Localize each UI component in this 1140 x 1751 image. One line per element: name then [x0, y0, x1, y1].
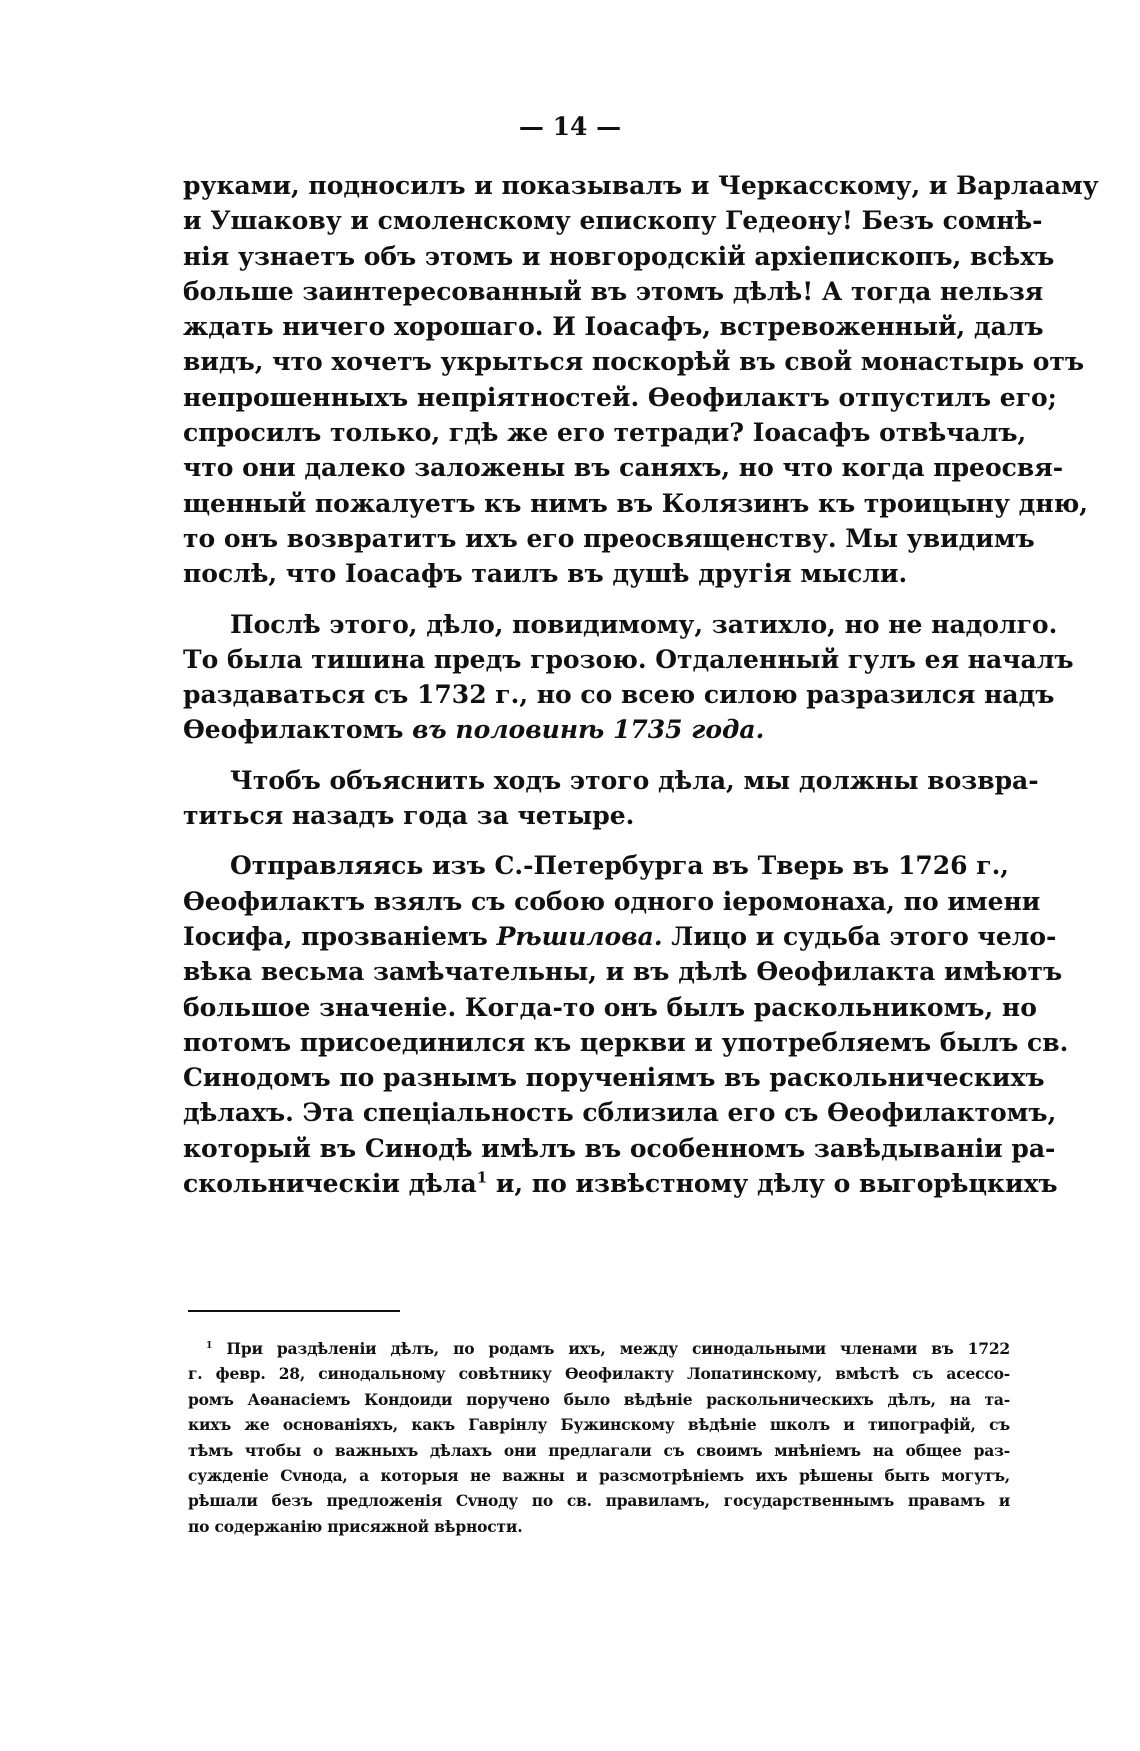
- footnote-number: 1: [206, 1339, 213, 1351]
- footnotes: [188, 1336, 1010, 1539]
- text-line: ждать ничего хорошаго. И Іоасафъ, встревоженный, далъ: [183, 312, 1044, 342]
- text-line: дѣлахъ. Эта спеціальность сблизила его съ Өеофилактомъ,: [183, 1098, 1057, 1128]
- text-line: то онъ возвратитъ ихъ его преосвященству. Мы увидимъ: [183, 523, 1035, 553]
- text-line: щенный пожалуетъ къ нимъ въ Колязинъ къ троицыну дню,: [183, 488, 1088, 518]
- text-line: нія узнаетъ объ этомъ и новгородскій архіепископъ, всѣхъ: [183, 241, 1055, 271]
- text-line: Отправляясь изъ С.-Петербурга въ Тверь въ 1726 г.,: [230, 851, 1009, 881]
- text-line: вѣка весьма замѣчательны, и въ дѣлѣ Өеофилакта имѣютъ: [183, 957, 1063, 987]
- footnote-line: тѣмъ чтобы о важныхъ дѣлахъ они предлагали съ своимъ мнѣніемъ на общее раз-: [188, 1440, 1010, 1460]
- page-number: — 14 —: [518, 112, 622, 141]
- text-span: Лицо и судьба этого чело-: [671, 921, 1057, 951]
- text-line: [183, 919, 1057, 954]
- body-text: [183, 168, 1099, 1201]
- text-line: Чтобъ объяснить ходъ этого дѣла, мы должны возвра-: [230, 765, 1039, 795]
- text-line: спросилъ только, гдѣ же его тетради? Іоасафъ отвѣчалъ,: [183, 418, 1027, 448]
- text-span: скольническіи дѣла: [183, 1169, 477, 1199]
- text-line: Послѣ этого, дѣло, повидимому, затихло, но не надолго.: [230, 609, 1058, 639]
- footnote-line: [188, 1336, 1010, 1361]
- footnote-divider: [188, 1310, 400, 1312]
- text-line: [183, 1166, 1058, 1201]
- text-line: видъ, что хочетъ укрыться поскорѣй въ свой монастырь отъ: [183, 347, 1085, 377]
- text-line: [183, 712, 1009, 747]
- footnote-line: рѣшали безъ предложенія Сvноду по св. правиламъ, государственнымъ правамъ и: [188, 1491, 1010, 1511]
- text-line: который въ Синодѣ имѣлъ въ особенномъ завѣдываніи ра-: [183, 1133, 1056, 1163]
- text-line: Синодомъ по разнымъ порученіямъ въ раскольническихъ: [183, 1063, 1045, 1093]
- footnote-marker: 1: [476, 1168, 488, 1187]
- footnote-line: по содержанію присяжной вѣрности.: [188, 1516, 523, 1536]
- text-line: раздаваться съ 1732 г., но со всею силою разразился надъ: [183, 680, 1055, 710]
- footnote-line: кихъ же основаніяхъ, какъ Гаврінлу Бужинскому вѣдѣніе школъ и типографій, съ: [188, 1415, 1010, 1435]
- text-span: Іосифа, прозваніемъ: [183, 921, 488, 951]
- text-line: больше заинтересованный въ этомъ дѣлѣ! А тогда нельзя: [183, 276, 1044, 306]
- text-line: большое значеніе. Когда-то онъ былъ раскольникомъ, но: [183, 992, 1037, 1022]
- text-span: и, по извѣстному дѣлу о выгорѣцкихъ: [495, 1169, 1058, 1199]
- text-line: титься назадъ года за четыре.: [183, 801, 635, 831]
- italic-name: Рѣшилова.: [496, 921, 663, 951]
- text-line: послѣ, что Іоасафъ таилъ въ душѣ другія мысли.: [183, 559, 908, 589]
- footnote-line: ромъ Аѳанасіемъ Кондоиди поручено было вѣдѣніе раскольническихъ дѣлъ, на та-: [188, 1389, 1010, 1409]
- footnote-line: сужденіе Сvнода, а которыя не важны и разсмотрѣніемъ ихъ рѣшены быть могутъ,: [188, 1466, 1010, 1486]
- italic-phrase: въ половинѣ 1735 года.: [412, 715, 765, 745]
- text-line: и Ушакову и смоленскому епископу Гедеону! Безъ сомнѣ-: [183, 206, 1043, 236]
- text-line: руками, подносилъ и показывалъ и Черкасскому, и Варлааму: [183, 171, 1099, 200]
- text-line: Өеофилактъ взялъ съ собою одного іеромонаха, по имени: [183, 886, 1041, 916]
- text-span: При раздѣленіи дѣлъ, по родамъ ихъ, между синодальными членами въ 1722: [226, 1339, 1010, 1358]
- text-span: Өеофилактомъ: [183, 715, 404, 745]
- text-line: То была тишина предъ грозою. Отдаленный гулъ ея началъ: [183, 644, 1074, 674]
- footnote-line: г. февр. 28, синодальному совѣтнику Өеофилакту Лопатинскому, вмѣстѣ съ асессо-: [188, 1364, 1010, 1384]
- text-line: потомъ присоединился къ церкви и употребляемъ былъ св.: [183, 1027, 1069, 1057]
- text-line: непрошенныхъ непріятностей. Өеофилактъ отпустилъ его;: [183, 382, 1057, 412]
- text-line: что они далеко заложены въ саняхъ, но что когда преосвя-: [183, 453, 1064, 483]
